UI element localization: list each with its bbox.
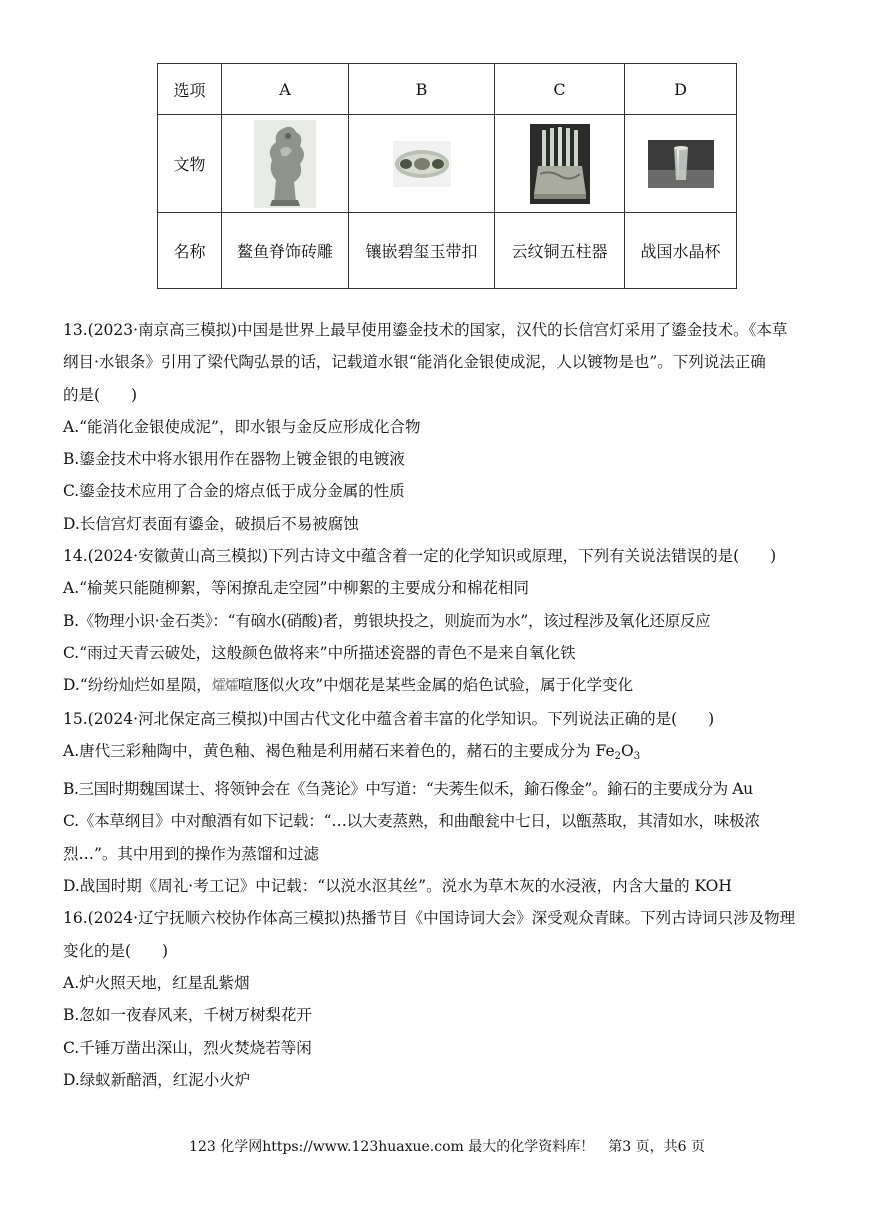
image-row-label: 文物 (158, 115, 222, 213)
option-c-image-cell (495, 115, 625, 213)
q16-option-d: D.绿蚁新醅酒，红泥小火炉 (63, 1070, 251, 1089)
table-name-row (158, 213, 737, 289)
q13-option-a: A.“能消化金银使成泥”，即水银与金反应形成化合物 (63, 417, 421, 436)
q15-option-a-text: A.唐代三彩釉陶中，黄色釉、褐色釉是利用赭石来着色的，赭石的主要成分为 Fe (63, 741, 615, 760)
q15-option-c-line-2: 烈…”。其中用到的操作为蒸馏和过滤 (63, 844, 319, 863)
question-list (63, 314, 833, 1096)
q16-option-b: B.忽如一夜春风来，千树万树梨花开 (63, 1006, 312, 1025)
option-b-image-cell (349, 115, 495, 213)
q13-stem-line-3: 的是( ) (63, 385, 138, 404)
page-footer: 123 化学网https://www.123huaxue.com 最大的化学资料库！ 第3 页，共6 页 (189, 1139, 705, 1155)
option-a-name: 鳌鱼脊饰砖雕 (222, 213, 349, 289)
q15-option-c-line-1: C.《本草纲目》中对酿酒有如下记载：“…以大麦蒸熟，和曲酿瓮中七日，以甑蒸取，其清如水，味极浓 (63, 812, 760, 831)
q14-option-a: A.“榆荚只能随柳絮，等闲撩乱走空园”中柳絮的主要成分和棉花相同 (63, 579, 529, 598)
q13-stem-line-1: 13.(2023·南京高三模拟)中国是世界上最早使用鎏金技术的国家，汉代的长信宫灯采用了鎏金技术。《本草 (63, 321, 788, 339)
q16-stem-line-2: 变化的是( ) (63, 941, 169, 960)
table-header-row (158, 64, 737, 115)
q14-option-d-part-2: 喧豗似火攻”中烟花是某些金属的焰色试验，属于化学变化 (237, 676, 634, 695)
table-image-row (158, 115, 737, 213)
option-a-letter: A (222, 64, 349, 115)
option-d-image-cell (625, 115, 737, 213)
q14-option-b: B.《物理小识·金石类》：“有硇水(硝酸)者，剪银块投之，则旋而为水”，该过程涉及氧化还原反应 (63, 611, 711, 630)
artifact-table (157, 63, 737, 289)
q13-option-d: D.长信宫灯表面有鎏金，破损后不易被腐蚀 (63, 514, 359, 533)
q15-option-d: D.战国时期《周礼·考工记》中记载：“以涚水沤其丝”。涚水为草木灰的水浸液，内含大量的 KOH (63, 877, 732, 896)
q14-option-d-part-1: D.“纷纷灿烂如星陨， (63, 676, 212, 695)
q16-stem-line-1: 16.(2024·辽宁抚顺六校协作体高三模拟)热播节目《中国诗词大会》深受观众青睐。下列古诗词只涉及物理 (63, 909, 796, 928)
bronze-five-pillar-photo (530, 124, 590, 204)
option-d-letter: D (625, 64, 737, 115)
header-label-cell: 选项 (158, 64, 222, 115)
option-a-image-cell (222, 115, 349, 213)
q14-option-d-fuzzy-chars: 㸌㸌 (211, 678, 238, 695)
q15-option-a-subscript-2: 2 (614, 750, 622, 762)
option-b-name: 镶嵌碧玺玉带扣 (349, 213, 495, 289)
crystal-cup-photo (648, 140, 714, 188)
q15-stem: 15.(2024·河北保定高三模拟)中国古代文化中蕴含着丰富的化学知识。下列说法正确的是( ) (63, 709, 715, 728)
option-c-name: 云纹铜五柱器 (495, 213, 625, 289)
q15-option-a-oxygen: O (621, 741, 634, 760)
q15-option-b: B.三国时期魏国谋士、将领钟会在《刍荛论》中写道：“夫莠生似禾，鍮石像金”。鍮石的主要成分为 Au (63, 780, 753, 799)
q13-option-c: C.鎏金技术应用了合金的熔点低于成分金属的性质 (63, 482, 405, 501)
option-d-name: 战国水晶杯 (625, 213, 737, 289)
q13-option-b: B.鎏金技术中将水银用作在器物上镀金银的电镀液 (63, 450, 405, 469)
q16-option-c: C.千锤万凿出深山，烈火焚烧若等闲 (63, 1038, 312, 1057)
option-c-letter: C (495, 64, 625, 115)
q14-option-c: C.“雨过天青云破处，这般颜色做将来”中所描述瓷器的青色不是来自氧化铁 (63, 643, 576, 662)
q14-option-d (63, 669, 833, 702)
q15-option-a-subscript-3: 3 (633, 750, 641, 762)
name-row-label: 名称 (158, 213, 222, 289)
q14-stem: 14.(2024·安徽黄山高三模拟)下列古诗文中蕴含着一定的化学知识或原理，下列有关说法错误的是( ) (63, 547, 777, 566)
q16-option-a: A.炉火照天地，红星乱紫烟 (63, 973, 250, 992)
brick-carving-photo (254, 120, 316, 208)
jade-belt-buckle-photo (393, 141, 451, 187)
q15-option-a (63, 735, 833, 773)
option-b-letter: B (349, 64, 495, 115)
q13-stem-line-2: 纲目·水银条》引用了梁代陶弘景的话，记载道水银“能消化金银使成泥，人以镀物是也”。下列说法正确 (63, 353, 766, 372)
